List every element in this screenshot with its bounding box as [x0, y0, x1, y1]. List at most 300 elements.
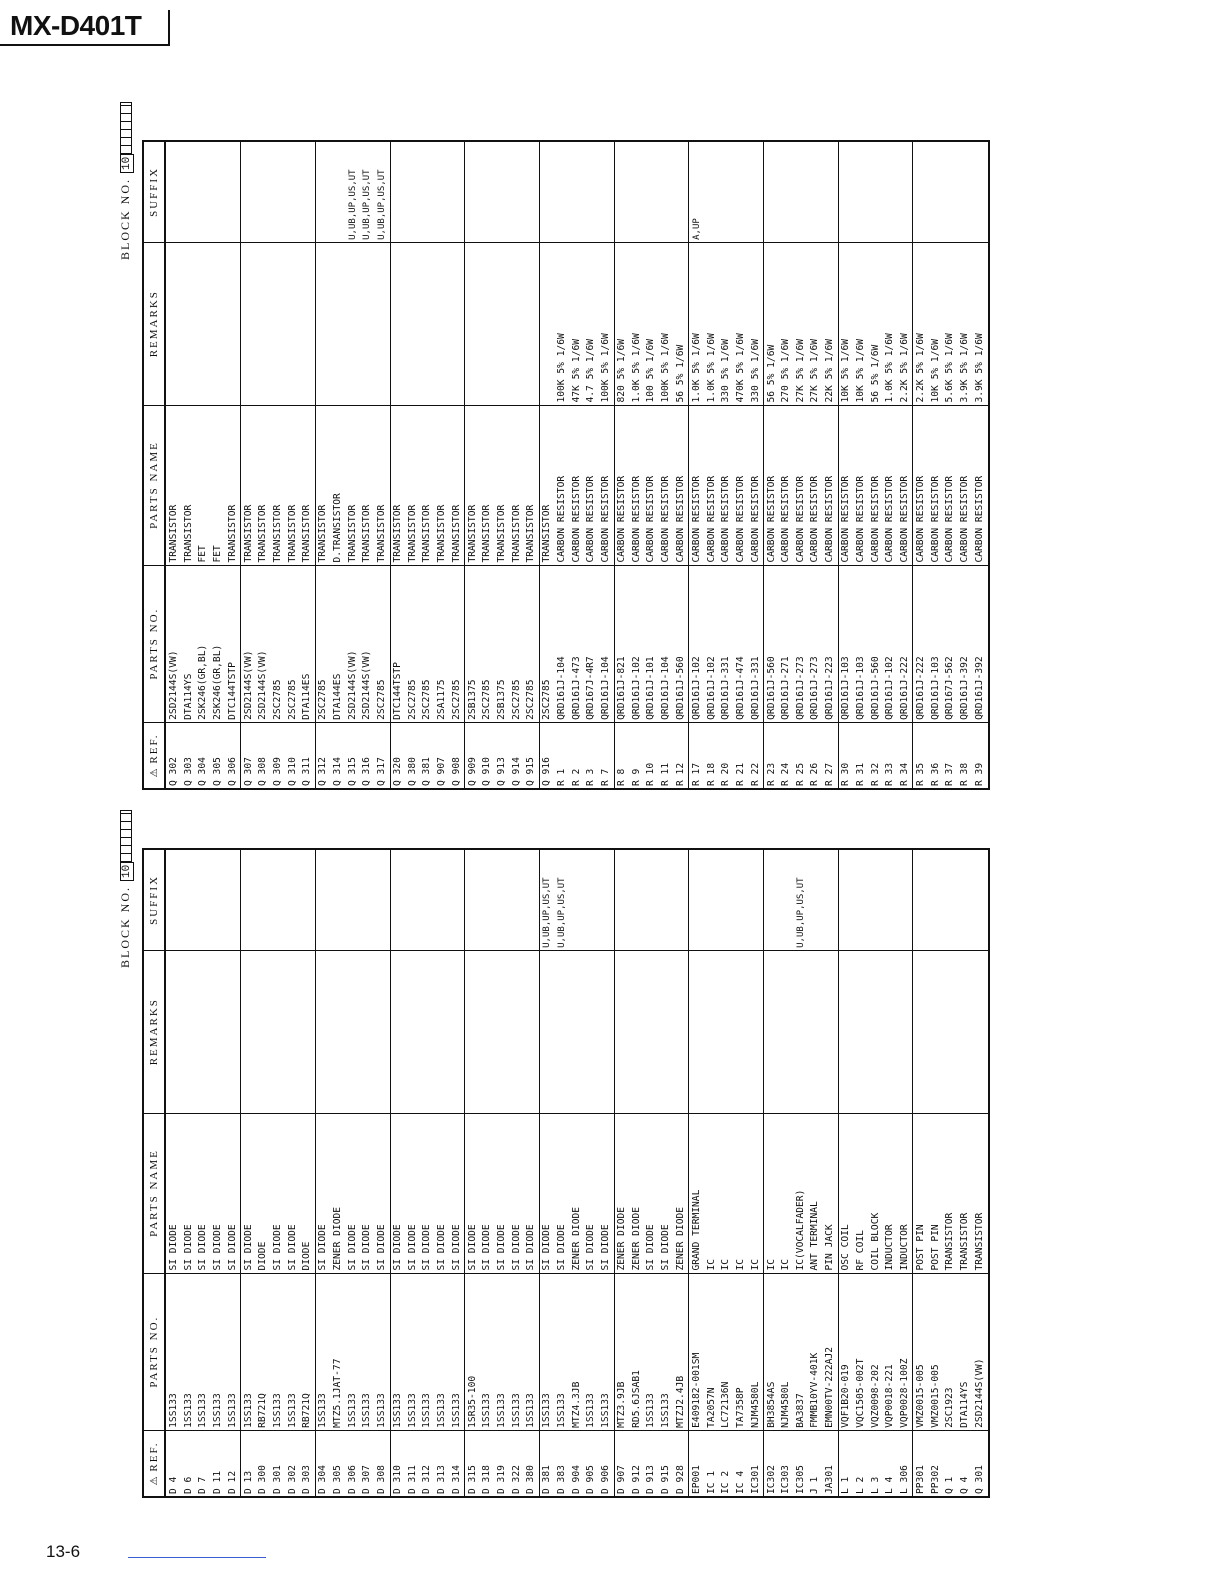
suffix-cell [509, 849, 524, 950]
ref-cell: Q 315 [345, 722, 360, 789]
table-row [271, 849, 286, 1497]
suffix-cell [719, 141, 734, 242]
header-parts-name: PARTS NAME [143, 405, 165, 565]
remarks-cell [300, 242, 315, 405]
table-row [673, 141, 688, 789]
suffix-cell [838, 141, 853, 242]
remarks-cell [913, 950, 928, 1113]
parts-no-cell: DTC144TSTP [390, 565, 405, 722]
table-row [375, 141, 390, 789]
table-row [913, 141, 928, 789]
parts-no-cell: 1SS133 [599, 1273, 614, 1430]
table-row [599, 849, 614, 1497]
ref-cell: D 308 [375, 1430, 390, 1497]
remarks-cell [704, 950, 719, 1113]
parts-no-cell: QRD161J-102 [704, 565, 719, 722]
parts-name-cell: POST PIN [913, 1113, 928, 1273]
remarks-cell: 56 5% 1/6W [868, 242, 883, 405]
parts-no-cell: 2SB1375 [495, 565, 510, 722]
parts-name-cell: CARBON RESISTOR [659, 405, 674, 565]
parts-name-cell: CARBON RESISTOR [808, 405, 823, 565]
ref-cell: Q 303 [181, 722, 196, 789]
parts-name-cell: SI DIODE [480, 1113, 495, 1273]
parts-no-cell: DTA114YS [181, 565, 196, 722]
parts-no-cell: 1SS133 [165, 1273, 181, 1430]
suffix-cell: U,UB,UP,US,UT [360, 141, 375, 242]
table-row [779, 849, 794, 1497]
parts-name-cell: TRANSISTOR [360, 405, 375, 565]
suffix-cell [704, 141, 719, 242]
remarks-cell: 820 5% 1/6W [614, 242, 629, 405]
table-row [300, 141, 315, 789]
table-row [256, 141, 271, 789]
parts-name-cell: CARBON RESISTOR [868, 405, 883, 565]
suffix-cell [524, 849, 539, 950]
parts-name-cell: SI DIODE [495, 1113, 510, 1273]
suffix-cell [897, 849, 912, 950]
ref-cell: D 322 [509, 1430, 524, 1497]
suffix-cell [808, 849, 823, 950]
suffix-cell [943, 849, 958, 950]
suffix-cell [285, 849, 300, 950]
ref-cell: Q 914 [509, 722, 524, 789]
parts-name-cell: D.TRANSISTOR [331, 405, 346, 565]
parts-name-cell: ZENER DIODE [630, 1113, 645, 1273]
parts-name-cell: SI DIODE [449, 1113, 464, 1273]
parts-name-cell: TRANSISTOR [435, 405, 450, 565]
parts-name-cell: TRANSISTOR [165, 405, 181, 565]
remarks-cell [748, 950, 763, 1113]
parts-no-cell: 1SS133 [225, 1273, 240, 1430]
ref-cell: D 905 [584, 1430, 599, 1497]
table-row [838, 141, 853, 789]
block-label: BLOCK NO. [118, 177, 132, 260]
parts-no-cell: 1SS133 [271, 1273, 286, 1430]
table-row [345, 141, 360, 789]
ref-cell: D 13 [241, 1430, 256, 1497]
parts-name-cell: SI DIODE [555, 1113, 570, 1273]
remarks-cell [733, 950, 748, 1113]
parts-name-cell: TRANSISTOR [943, 1113, 958, 1273]
table-row [375, 849, 390, 1497]
table-row [256, 849, 271, 1497]
ref-cell: Q 381 [420, 722, 435, 789]
parts-no-cell: 1SS133 [196, 1273, 211, 1430]
parts-name-cell: IC [704, 1113, 719, 1273]
suffix-cell: U,UB,UP,US,UT [375, 141, 390, 242]
suffix-cell [808, 141, 823, 242]
table-row [764, 849, 779, 1497]
suffix-cell [958, 141, 973, 242]
parts-name-cell: POST PIN [928, 1113, 943, 1273]
remarks-cell [315, 950, 330, 1113]
parts-no-cell: TA2057N [704, 1273, 719, 1430]
suffix-cell [854, 141, 869, 242]
suffix-cell [614, 141, 629, 242]
ref-cell: D 380 [524, 1430, 539, 1497]
parts-name-cell: TRANSISTOR [539, 405, 554, 565]
parts-name-cell: CARBON RESISTOR [569, 405, 584, 565]
parts-no-cell: BH3854AS [764, 1273, 779, 1430]
remarks-cell [285, 950, 300, 1113]
warning-icon: ⚠ [149, 1476, 160, 1486]
block-label: BLOCK NO. [118, 885, 132, 968]
ref-cell: D 307 [360, 1430, 375, 1497]
ref-cell: D 313 [435, 1430, 450, 1497]
table-row [555, 849, 570, 1497]
remarks-cell [524, 950, 539, 1113]
ref-cell: Q 913 [495, 722, 510, 789]
parts-no-cell: 2SD2144S(VW) [256, 565, 271, 722]
parts-no-cell: 2SC2785 [285, 565, 300, 722]
ref-cell: R 8 [614, 722, 629, 789]
ref-cell: D 310 [390, 1430, 405, 1497]
ref-cell: Q 307 [241, 722, 256, 789]
parts-name-cell: SI DIODE [644, 1113, 659, 1273]
table-row [733, 141, 748, 789]
table-row [569, 849, 584, 1497]
suffix-cell [435, 141, 450, 242]
suffix-cell [614, 849, 629, 950]
parts-no-cell: QRD161J-103 [854, 565, 869, 722]
table-row [465, 141, 480, 789]
parts-name-cell: IC [779, 1113, 794, 1273]
suffix-cell [972, 849, 989, 950]
parts-no-cell: VQC1505-002T [854, 1273, 869, 1430]
suffix-cell [794, 141, 809, 242]
suffix-cell [495, 849, 510, 950]
remarks-cell [181, 242, 196, 405]
suffix-cell [584, 849, 599, 950]
ref-cell: D 306 [345, 1430, 360, 1497]
parts-name-cell: SI DIODE [390, 1113, 405, 1273]
block-number-ticks [120, 810, 132, 862]
header-parts-name: PARTS NAME [143, 1113, 165, 1273]
remarks-cell [465, 242, 480, 405]
ref-cell: IC301 [748, 1430, 763, 1497]
parts-name-cell: RF COIL [854, 1113, 869, 1273]
parts-no-cell: RB721Q [256, 1273, 271, 1430]
remarks-cell [300, 950, 315, 1113]
table-row [897, 141, 912, 789]
table-row [241, 141, 256, 789]
parts-no-cell: 1SR35-100 [465, 1273, 480, 1430]
remarks-cell: 1.0K 5% 1/6W [883, 242, 898, 405]
table-row [659, 849, 674, 1497]
ref-cell: D 912 [630, 1430, 645, 1497]
suffix-cell [524, 141, 539, 242]
parts-name-cell: SI DIODE [285, 1113, 300, 1273]
header-ref [143, 1430, 165, 1497]
suffix-cell: U,UB,UP,US,UT [794, 849, 809, 950]
parts-name-cell: CARBON RESISTOR [599, 405, 614, 565]
parts-name-cell: SI DIODE [211, 1113, 226, 1273]
ref-cell: D 904 [569, 1430, 584, 1497]
parts-name-cell: SI DIODE [539, 1113, 554, 1273]
ref-cell: JA301 [823, 1430, 838, 1497]
suffix-cell [360, 849, 375, 950]
table-row [748, 141, 763, 789]
parts-name-cell: ZENER DIODE [569, 1113, 584, 1273]
suffix-cell [779, 849, 794, 950]
parts-name-cell: CARBON RESISTOR [733, 405, 748, 565]
table-row [420, 849, 435, 1497]
header-parts-no: PARTS NO. [143, 1273, 165, 1430]
suffix-cell [271, 849, 286, 950]
remarks-cell [719, 950, 734, 1113]
remarks-cell [449, 242, 464, 405]
remarks-cell [390, 950, 405, 1113]
remarks-cell [569, 950, 584, 1113]
remarks-cell: 2.2K 5% 1/6W [913, 242, 928, 405]
suffix-cell [165, 849, 181, 950]
ref-cell: D 12 [225, 1430, 240, 1497]
parts-no-cell: 2SK246(GR,BL) [196, 565, 211, 722]
table-row [584, 849, 599, 1497]
parts-name-cell: TRANSISTOR [972, 1113, 989, 1273]
parts-no-cell: QRD167J-562 [943, 565, 958, 722]
suffix-cell [181, 849, 196, 950]
parts-name-cell: ZENER DIODE [614, 1113, 629, 1273]
parts-no-cell: 1SS133 [644, 1273, 659, 1430]
ref-cell: R 24 [779, 722, 794, 789]
parts-no-cell: QRD161J-560 [764, 565, 779, 722]
suffix-cell [420, 141, 435, 242]
parts-name-cell: SI DIODE [465, 1113, 480, 1273]
parts-name-cell: CARBON RESISTOR [779, 405, 794, 565]
remarks-cell [480, 950, 495, 1113]
parts-no-cell: 1SS133 [181, 1273, 196, 1430]
parts-name-cell: TRANSISTOR [300, 405, 315, 565]
ref-cell: Q 909 [465, 722, 480, 789]
table-row [659, 141, 674, 789]
table-row [794, 141, 809, 789]
parts-no-cell: 2SD2144S(VW) [360, 565, 375, 722]
remarks-cell [779, 950, 794, 1113]
remarks-cell [165, 242, 181, 405]
table-row [524, 141, 539, 789]
table-row [883, 849, 898, 1497]
parts-no-cell: 2SD2144S(VW) [241, 565, 256, 722]
suffix-cell [435, 849, 450, 950]
table-row [480, 141, 495, 789]
table-row [808, 141, 823, 789]
suffix-cell: U,UB,UP,US,UT [539, 849, 554, 950]
remarks-cell: 27K 5% 1/6W [794, 242, 809, 405]
remarks-cell [211, 242, 226, 405]
parts-no-cell: QRD161J-821 [614, 565, 629, 722]
ref-cell: Q 314 [331, 722, 346, 789]
table-row [689, 141, 704, 789]
table-row [599, 141, 614, 789]
parts-no-cell: QRD161J-560 [868, 565, 883, 722]
remarks-cell [420, 242, 435, 405]
remarks-cell [181, 950, 196, 1113]
table-row [704, 849, 719, 1497]
remarks-cell: 22K 5% 1/6W [823, 242, 838, 405]
ref-cell: R 17 [689, 722, 704, 789]
parts-no-cell: DTA114YS [958, 1273, 973, 1430]
remarks-cell [659, 950, 674, 1113]
footer-rule [128, 1557, 266, 1558]
header-suffix: SUFFIX [143, 849, 165, 950]
table-row [958, 141, 973, 789]
suffix-cell [599, 849, 614, 950]
header-suffix: SUFFIX [143, 141, 165, 242]
suffix-cell [913, 849, 928, 950]
table-row [196, 849, 211, 1497]
parts-name-cell: TRANSISTOR [465, 405, 480, 565]
parts-name-cell: TRANSISTOR [509, 405, 524, 565]
parts-name-cell: CARBON RESISTOR [928, 405, 943, 565]
table-row [480, 849, 495, 1497]
parts-no-cell: VMZ0015-005 [928, 1273, 943, 1430]
table-row [958, 849, 973, 1497]
parts-name-cell: SI DIODE [584, 1113, 599, 1273]
remarks-cell: 47K 5% 1/6W [569, 242, 584, 405]
remarks-cell [854, 950, 869, 1113]
remarks-cell: 1.0K 5% 1/6W [689, 242, 704, 405]
model-title: MX-D401T [0, 10, 170, 46]
table-row [823, 849, 838, 1497]
remarks-cell: 330 5% 1/6W [719, 242, 734, 405]
parts-name-cell: CARBON RESISTOR [794, 405, 809, 565]
parts-no-cell: E409182-001SM [689, 1273, 704, 1430]
remarks-cell [644, 950, 659, 1113]
ref-cell: R 25 [794, 722, 809, 789]
ref-cell: Q 915 [524, 722, 539, 789]
remarks-cell [375, 950, 390, 1113]
remarks-cell: 10K 5% 1/6W [928, 242, 943, 405]
table-row [719, 849, 734, 1497]
parts-name-cell: CARBON RESISTOR [644, 405, 659, 565]
parts-name-cell: SI DIODE [271, 1113, 286, 1273]
table-row [630, 141, 645, 789]
remarks-cell [808, 950, 823, 1113]
parts-no-cell: QRD161J-101 [644, 565, 659, 722]
suffix-cell [569, 141, 584, 242]
table-row [689, 849, 704, 1497]
parts-name-cell: ZENER DIODE [331, 1113, 346, 1273]
remarks-cell [225, 950, 240, 1113]
parts-no-cell: VQZ0098-202 [868, 1273, 883, 1430]
table-row [165, 849, 181, 1497]
table-row [495, 849, 510, 1497]
suffix-cell [300, 141, 315, 242]
suffix-cell [599, 141, 614, 242]
table-row [913, 849, 928, 1497]
remarks-cell [689, 950, 704, 1113]
ref-cell: R 10 [644, 722, 659, 789]
ref-cell: Q 305 [211, 722, 226, 789]
parts-no-cell: QRD161J-331 [719, 565, 734, 722]
suffix-cell [883, 849, 898, 950]
remarks-cell [375, 242, 390, 405]
ref-cell: IC305 [794, 1430, 809, 1497]
parts-name-cell: INDUCTOR [883, 1113, 898, 1273]
parts-name-cell: IC [764, 1113, 779, 1273]
ref-cell: D 915 [659, 1430, 674, 1497]
remarks-cell: 56 5% 1/6W [764, 242, 779, 405]
suffix-cell [883, 141, 898, 242]
remarks-cell: 100K 5% 1/6W [659, 242, 674, 405]
parts-name-cell: TRANSISTOR [524, 405, 539, 565]
suffix-cell [256, 849, 271, 950]
ref-cell: J 1 [808, 1430, 823, 1497]
parts-no-cell: LC72136N [719, 1273, 734, 1430]
suffix-cell [449, 849, 464, 950]
parts-name-cell: CARBON RESISTOR [764, 405, 779, 565]
suffix-cell [315, 849, 330, 950]
parts-no-cell: 1SS133 [406, 1273, 421, 1430]
parts-no-cell: QRD161J-331 [748, 565, 763, 722]
ref-cell: Q 320 [390, 722, 405, 789]
parts-name-cell: TRANSISTOR [449, 405, 464, 565]
ref-cell: IC302 [764, 1430, 779, 1497]
suffix-cell [555, 141, 570, 242]
suffix-cell [748, 141, 763, 242]
table-row [449, 849, 464, 1497]
parts-no-cell: DTC144TSTP [225, 565, 240, 722]
parts-name-cell: SI DIODE [181, 1113, 196, 1273]
ref-cell: Q 310 [285, 722, 300, 789]
table-row [449, 141, 464, 789]
ref-cell: R 21 [733, 722, 748, 789]
block-number-box: 10 [120, 154, 134, 173]
parts-name-cell: SI DIODE [196, 1113, 211, 1273]
ref-cell: Q 304 [196, 722, 211, 789]
remarks-cell: 1.0K 5% 1/6W [630, 242, 645, 405]
parts-name-cell: TRANSISTOR [420, 405, 435, 565]
remarks-cell: 2.2K 5% 1/6W [897, 242, 912, 405]
remarks-cell [420, 950, 435, 1113]
remarks-cell [794, 950, 809, 1113]
ref-cell: Q 311 [300, 722, 315, 789]
table-row [569, 141, 584, 789]
table-row [928, 849, 943, 1497]
header-ref-label: REF. [148, 733, 160, 764]
remarks-cell: 56 5% 1/6W [673, 242, 688, 405]
parts-no-cell: VQP0018-221 [883, 1273, 898, 1430]
parts-no-cell: 2SA1175 [435, 565, 450, 722]
parts-no-cell: MTZ4.3JB [569, 1273, 584, 1430]
parts-name-cell: SI DIODE [435, 1113, 450, 1273]
remarks-cell [897, 950, 912, 1113]
remarks-cell [883, 950, 898, 1113]
warning-icon: ⚠ [149, 768, 160, 778]
parts-name-cell: SI DIODE [165, 1113, 181, 1273]
ref-cell: EP001 [689, 1430, 704, 1497]
remarks-cell: 470K 5% 1/6W [733, 242, 748, 405]
parts-no-cell: 2SC2785 [524, 565, 539, 722]
parts-no-cell: 2SC2785 [509, 565, 524, 722]
ref-cell: R 22 [748, 722, 763, 789]
parts-name-cell: DIODE [256, 1113, 271, 1273]
parts-no-cell: MTZJ2.4JB [673, 1273, 688, 1430]
parts-no-cell: 1SS133 [315, 1273, 330, 1430]
parts-name-cell: TRANSISTOR [375, 405, 390, 565]
parts-name-cell: TRANSISTOR [315, 405, 330, 565]
remarks-cell [495, 242, 510, 405]
remarks-cell [165, 950, 181, 1113]
suffix-cell [225, 849, 240, 950]
remarks-cell [271, 242, 286, 405]
parts-name-cell: SI DIODE [360, 1113, 375, 1273]
remarks-cell: 4.7 5% 1/6W [584, 242, 599, 405]
ref-cell: L 4 [883, 1430, 898, 1497]
parts-name-cell: CARBON RESISTOR [673, 405, 688, 565]
suffix-cell [181, 141, 196, 242]
